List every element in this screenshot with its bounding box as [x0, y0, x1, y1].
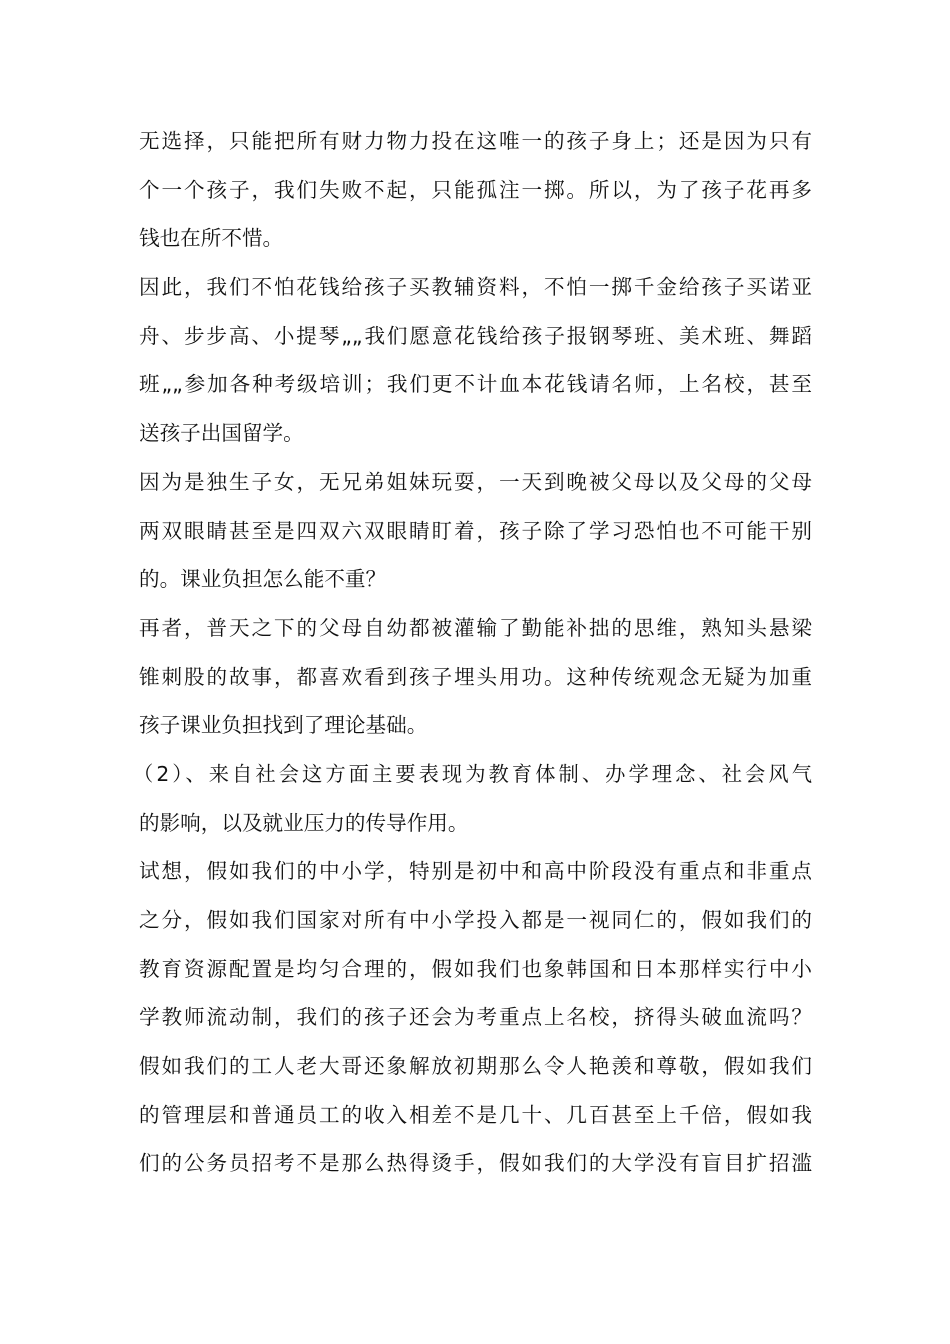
text-line: 因为是独生子女，无兄弟姐妹玩耍，一天到晚被父母以及父母的父母	[139, 469, 812, 494]
text-line: 之分，假如我们国家对所有中小学投入都是一视同仁的，假如我们的	[139, 908, 812, 932]
text-line: 个一个孩子，我们失败不起，只能孤注一掷。所以，为了孩子花再多	[139, 177, 812, 202]
text-line: 试想，假如我们的中小学，特别是初中和高中阶段没有重点和非重点	[139, 859, 812, 884]
text-line: 再者，普天之下的父母自幼都被灌输了勤能补拙的思维，熟知头悬梁	[139, 615, 812, 640]
text-line: 假如我们的工人老大哥还象解放初期那么令人艳羡和尊敬，假如我们	[139, 1054, 812, 1079]
text-line: 锥刺股的故事，都喜欢看到孩子埋头用功。这种传统观念无疑为加重	[139, 664, 812, 689]
text-line: 的。课业负担怎么能不重？	[139, 567, 387, 592]
text-line: （2）、来自社会这方面主要表现为教育体制、办学理念、社会风气	[133, 761, 812, 786]
text-line: 两双眼睛甚至是四双六双眼睛盯着，孩子除了学习恐怕也不可能干别	[139, 518, 812, 543]
text-line: 教育资源配置是均匀合理的，假如我们也象韩国和日本那样实行中小	[139, 956, 812, 981]
text-line: 舟、步步高、小提琴„„我们愿意花钱给孩子报钢琴班、美术班、舞蹈	[139, 323, 812, 348]
text-line: 的影响，以及就业压力的传导作用。	[139, 810, 469, 835]
body-text	[133, 117, 812, 1188]
text-line: 因此，我们不怕花钱给孩子买教辅资料，不怕一掷千金给孩子买诺亚	[139, 275, 812, 300]
text-line: 们的公务员招考不是那么热得烫手，假如我们的大学没有盲目扩招滥	[139, 1151, 812, 1176]
text-line: 班„„参加各种考级培训；我们更不计血本花钱请名师，上名校，甚至	[139, 372, 812, 397]
text-line: 钱也在所不惜。	[139, 226, 284, 251]
text-line: 无选择，只能把所有财力物力投在这唯一的孩子身上；还是因为只有	[139, 129, 812, 153]
text-line: 送孩子出国留学。	[139, 421, 304, 446]
text-line: 孩子课业负担找到了理论基础。	[139, 713, 428, 738]
text-line: 的管理层和普通员工的收入相差不是几十、几百甚至上千倍，假如我	[139, 1102, 812, 1127]
text-line: 学教师流动制，我们的孩子还会为考重点上名校，挤得头破血流吗？	[139, 1005, 812, 1030]
